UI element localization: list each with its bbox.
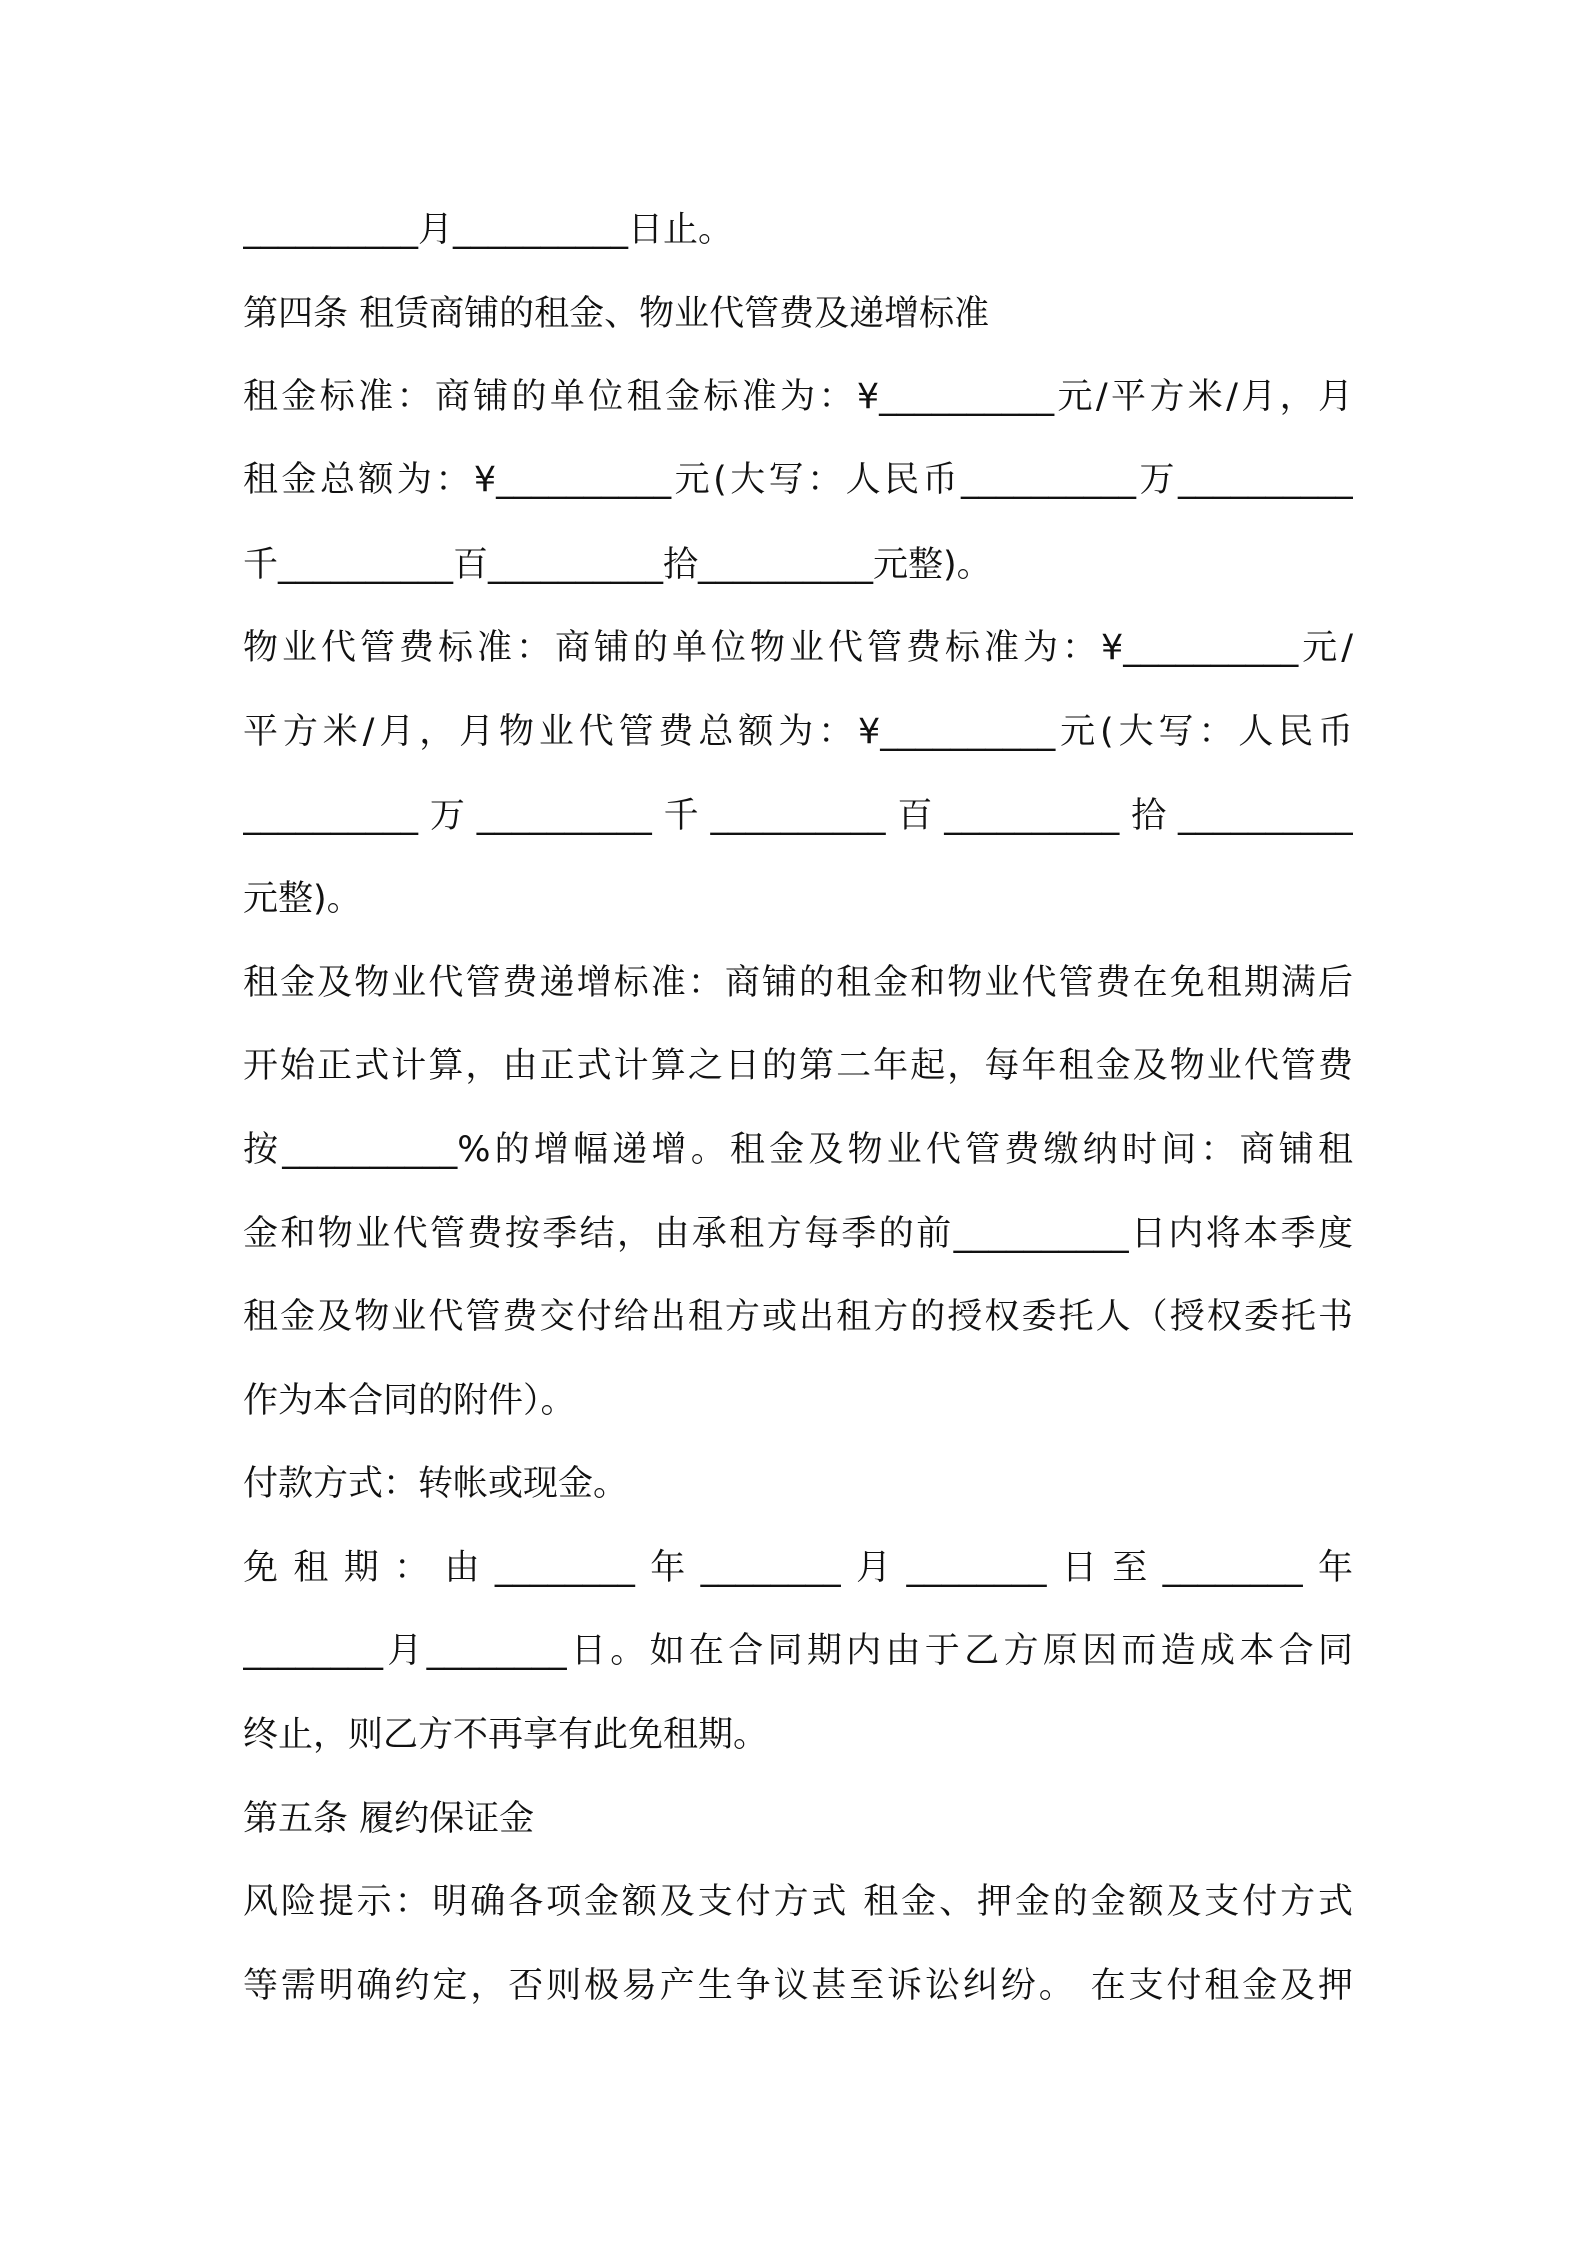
payment-method-line: 付款方式：转帐或现金。 [243,1464,629,1504]
rent-standard-line-1: 租金标准：商铺的单位租金标准为：¥__________元/平方米/月，月 [243,377,1353,417]
increment-line-3: 按__________%的增幅递增。租金及物业代管费缴纳时间：商铺租 [243,1130,1353,1170]
article-4-heading: 第四条 租赁商铺的租金、物业代管费及递增标准 [243,294,990,334]
property-fee-line-2: 平方米/月，月物业代管费总额为：¥__________元(大写：人民币 [243,712,1353,752]
text-line-1: __________月__________日止。 [243,210,734,250]
article-5-heading: 第五条 履约保证金 [243,1799,535,1839]
increment-line-2: 开始正式计算，由正式计算之日的第二年起，每年租金及物业代管费 [243,1046,1353,1086]
risk-note-line-2: 等需明确约定，否则极易产生争议甚至诉讼纠纷。 在支付租金及押 [243,1966,1353,2006]
rent-free-line-2: ________月________日。如在合同期内由于乙方原因而造成本合同 [243,1631,1353,1671]
risk-note-line-1: 风险提示：明确各项金额及支付方式 租金、押金的金额及支付方式 [243,1882,1353,1922]
rent-standard-line-2: 租金总额为：¥__________元(大写：人民币__________万__________ [243,460,1353,500]
property-fee-line-1: 物业代管费标准：商铺的单位物业代管费标准为：¥__________元/ [243,628,1353,668]
rent-standard-line-3: 千__________百__________拾__________元整)。 [243,545,992,585]
increment-line-6: 作为本合同的附件）。 [243,1381,576,1421]
increment-line-4: 金和物业代管费按季结，由承租方每季的前__________日内将本季度 [243,1214,1353,1254]
increment-line-5: 租金及物业代管费交付给出租方或出租方的授权委托人（授权委托书 [243,1297,1353,1337]
property-fee-line-4: 元整)。 [243,879,362,919]
rent-free-line-3: 终止，则乙方不再享有此免租期。 [243,1715,769,1755]
property-fee-line-3: __________万__________千__________百__________拾__________ [243,796,1353,836]
increment-line-1: 租金及物业代管费递增标准：商铺的租金和物业代管费在免租期满后 [243,963,1353,1003]
rent-free-line-1: 免租期：由________年________月________日至________年 [243,1548,1353,1588]
